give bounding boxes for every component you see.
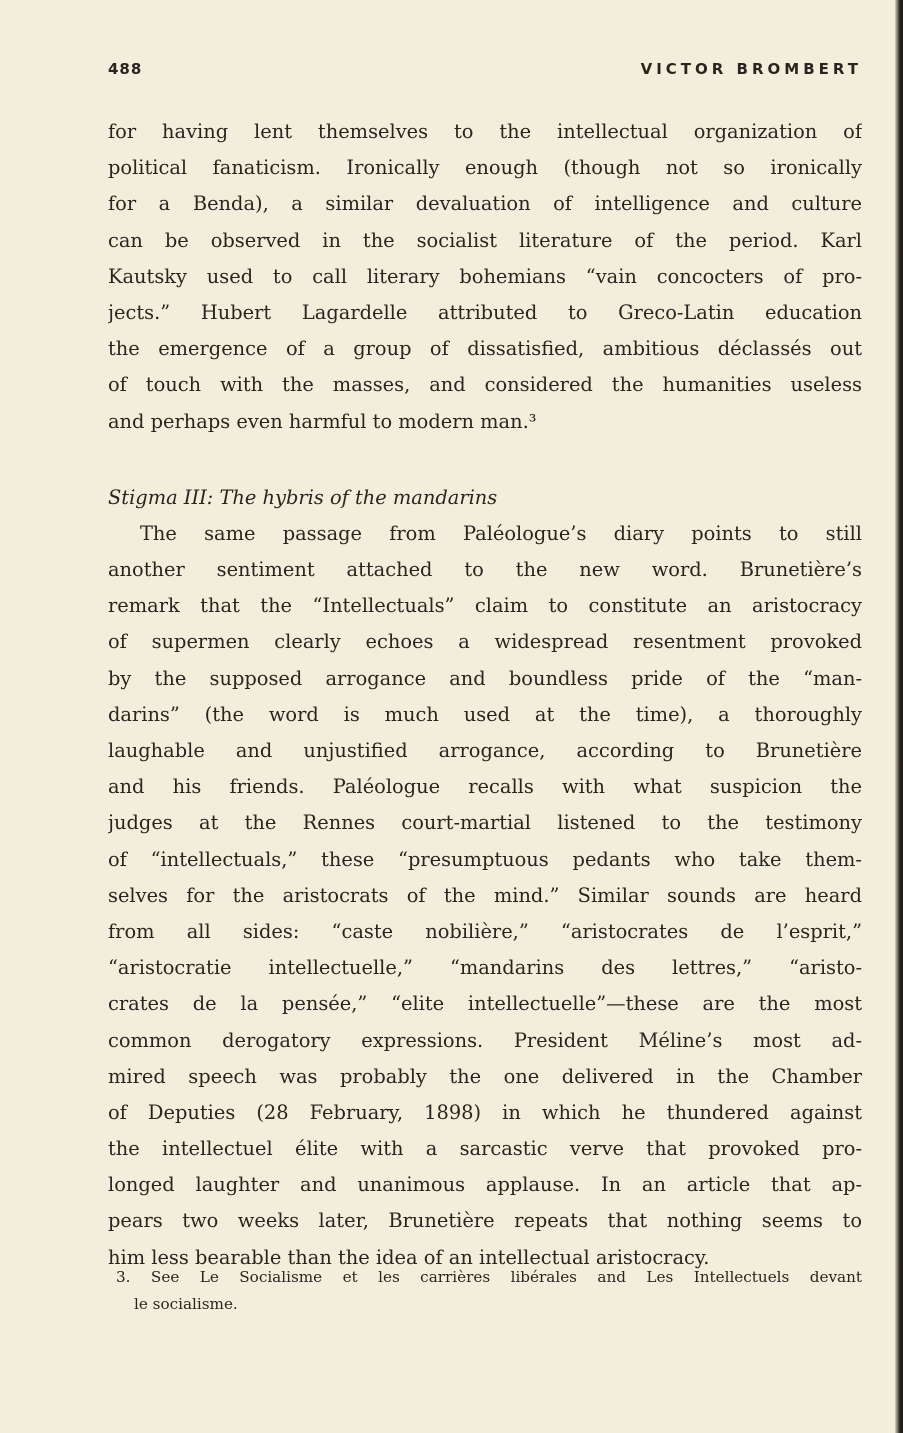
text-line: him less bearable than the idea of an intellectual aristocracy. (108, 1245, 710, 1269)
text-line: selves for the aristocrats of the mind.” Similar sounds are heard (108, 883, 862, 907)
footnote-line: 3. See Le Socialisme et les carrières libérales and Les Intellectuels devant (116, 1268, 862, 1286)
text-line: judges at the Rennes court-martial listened to the testimony (108, 811, 862, 835)
section-heading: Stigma III: The hybris of the mandarins (108, 485, 498, 509)
page-edge (895, 0, 903, 1433)
text-line: and perhaps even harmful to modern man.³ (108, 409, 537, 433)
text-line: by the supposed arrogance and boundless pride of the “man- (108, 666, 862, 690)
text-line: darins” (the word is much used at the time), a thoroughly (108, 702, 862, 726)
text-line: longed laughter and unanimous applause. In an article that ap- (108, 1173, 862, 1197)
text-line: mired speech was probably the one delivered in the Chamber (108, 1064, 862, 1088)
text-line: pears two weeks later, Brunetière repeats that nothing seems to (108, 1209, 862, 1233)
section-gap (108, 440, 862, 480)
text-line: another sentiment attached to the new word. Brunetière’s (108, 558, 862, 582)
running-head (108, 60, 862, 86)
text-line: from all sides: “caste nobilière,” “aristocrates de l’esprit,” (108, 919, 862, 943)
text-line: and his friends. Paléologue recalls with what suspicion the (108, 775, 862, 799)
text-line: political fanaticism. Ironically enough (though not so ironically (108, 156, 862, 180)
text-line: for having lent themselves to the intellectual organization of (108, 120, 862, 143)
text-line: can be observed in the socialist literature of the period. Karl (108, 228, 862, 252)
text-line: the emergence of a group of dissatisfied, ambitious déclassés out (108, 337, 862, 361)
text-line: remark that the “Intellectuals” claim to constitute an aristocracy (108, 594, 862, 618)
text-line: of “intellectuals,” these “presumptuous pedants who take them- (108, 847, 862, 871)
running-title: VICTOR BROMBERT (640, 60, 862, 78)
paragraph-2 (108, 516, 862, 1276)
text-line: Kautsky used to call literary bohemians “vain concocters of pro- (108, 264, 862, 288)
text-line: The same passage from Paléologue’s diary points to still (140, 521, 862, 545)
text-line: common derogatory expressions. President Méline’s most ad- (108, 1028, 862, 1052)
text-line: of Deputies (28 February, 1898) in which he thundered against (108, 1100, 862, 1124)
text-line: the intellectuel élite with a sarcastic verve that provoked pro- (108, 1137, 862, 1161)
text-line: of supermen clearly echoes a widespread resentment provoked (108, 630, 862, 654)
page-number: 488 (108, 60, 143, 78)
text-line: “aristocratie intellectuelle,” “mandarins des lettres,” “aristo- (108, 956, 862, 980)
footnote (108, 1264, 862, 1318)
paragraph-1 (108, 114, 862, 440)
body-text (108, 114, 862, 1276)
text-line: crates de la pensée,” “elite intellectuelle”—these are the most (108, 992, 862, 1016)
footnote-line: le socialisme. (134, 1295, 238, 1313)
text-line: laughable and unjustified arrogance, according to Brunetière (108, 739, 862, 762)
text-line: of touch with the masses, and considered the humanities useless (108, 373, 862, 397)
text-line: jects.” Hubert Lagardelle attributed to Greco-Latin education (108, 300, 862, 324)
text-line: for a Benda), a similar devaluation of intelligence and culture (108, 192, 862, 216)
